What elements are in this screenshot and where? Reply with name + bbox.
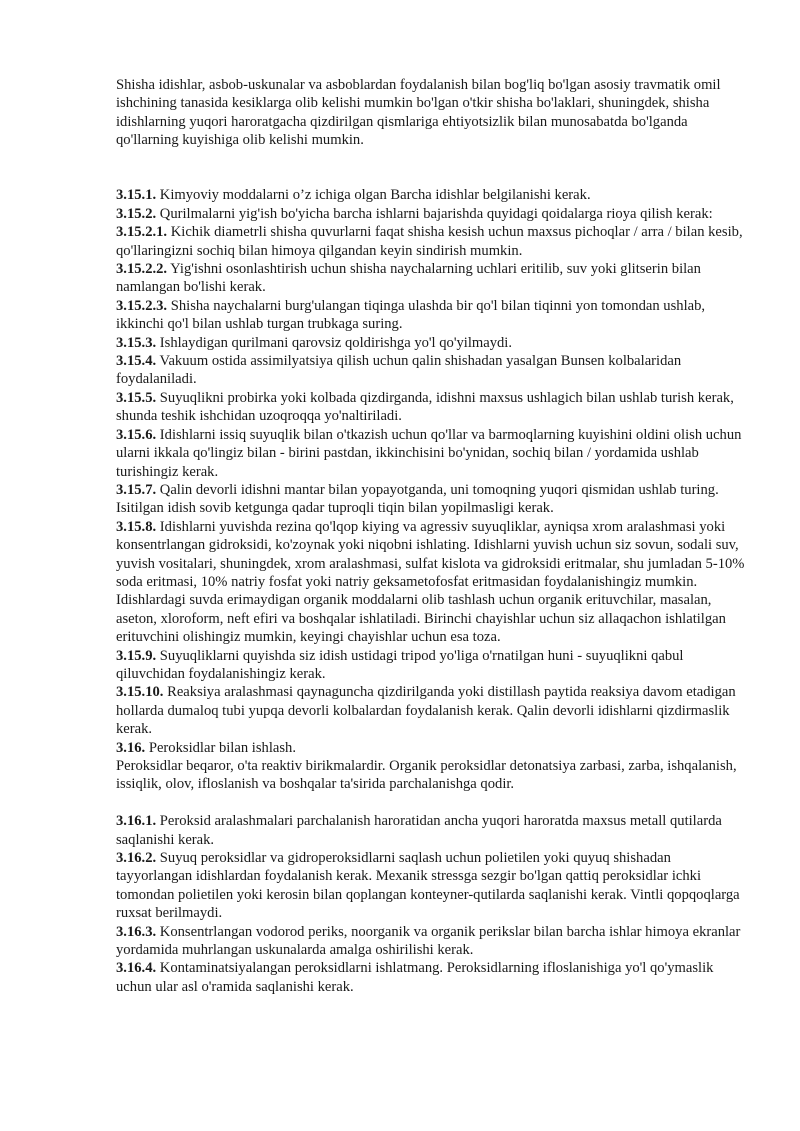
section-text: Peroksid aralashmalari parchalanish haroratidan ancha yuqori haroratda maxsus metall qutilarda saqlanishi kerak. [116, 813, 722, 848]
section-text: Qalin devorli idishni mantar bilan yopayotganda, uni tomoqning yuqori qismidan ushlab turing. Isitilgan idish sovib ketgunga qadar tuproqli tiqin bilan yopilmasligi kerak. [116, 481, 719, 517]
section-text: Kontaminatsiyalangan peroksidlarni ishlatmang. Peroksidlarning ifloslanishiga yo'l qo'ymaslik uchun ular asl o'ramida saqlanishi kerak. [116, 960, 714, 995]
section-paragraph [116, 205, 746, 223]
intro-paragraph: Shisha idishlar, asbob-uskunalar va asboblardan foydalanish bilan bog'liq bo'lgan asosiy travmatik omil ishchining tanasida kesiklarga olib kelishi mumkin bo'lgan o'tkir shisha bo'laklari, shuningdek, shisha idishlarning yuqori haroratgacha qizdirilgan qismlariga ehtiyotsizlik bilan munosabatda bo'lganda qo'llarning kuyishiga olib kelishi mumkin. [116, 77, 721, 149]
section-paragraph [116, 739, 746, 757]
section-number: 3.15.8. [116, 518, 157, 535]
section-paragraph [116, 297, 746, 334]
section-number: 3.15.10. [116, 684, 164, 701]
section-text: Shisha naychalarni burg'ulangan tiqinga ulashda bir qo'l bilan tiqinni yon tomondan ushlab, ikkinchi qo'l bilan ushlab turgan trubkaga suring. [116, 297, 706, 333]
section-text: Suyuqliklarni quyishda siz idish ustidagi tripod yo'liga o'rnatilgan huni - suyuqlikni qabul qiluvchidan foydalanishingiz kerak. [116, 647, 684, 682]
section-text: Ishlaydigan qurilmani qarovsiz qoldirishga yo'l qo'yilmaydi. [156, 334, 512, 351]
section-paragraph [116, 923, 746, 960]
section-paragraph [116, 186, 746, 204]
section-text: Idishlarni issiq suyuqlik bilan o'tkazish uchun qo'llar va barmoqlarning kuyishini oldini olish uchun ularni ikkala qo'lingiz bilan - birini pastdan, ikkinchisini bo'ynidan, sochiq bilan / yordamida ushlab turishingiz kerak. [116, 426, 742, 480]
section-paragraph [116, 260, 746, 297]
section-text: Suyuqlikni probirka yoki kolbada qizdirganda, idishni maxsus ushlagich bilan ushlab turish kerak, shunda teshik ishchidan uzoqroqqa yo'naltiriladi. [116, 389, 734, 425]
section-number: 3.15.3. [116, 334, 157, 351]
section-number: 3.15.6. [116, 426, 157, 443]
section-paragraph [116, 223, 746, 260]
section-paragraph [116, 959, 746, 996]
section-number: 3.15.2.2. [116, 261, 168, 278]
sections-list-b [116, 812, 746, 996]
section-paragraph [116, 389, 746, 426]
section-text: Reaksiya aralashmasi qaynaguncha qizdirilganda yoki distillash paytida reaksiya davom etadigan hollarda dumaloq tubi yupqa devorli kolbalardan foydalanish kerak. Qalin devorli idishlarni qizdirmaslik kerak. [116, 684, 736, 738]
section-number: 3.15.2.1. [116, 224, 168, 241]
section-number: 3.15.4. [116, 353, 157, 370]
section-number: 3.16.2. [116, 850, 157, 867]
section-text: Idishlarni yuvishda rezina qo'lqop kiying va agressiv suyuqliklar, ayniqsa xrom aralashmasi yoki konsentrlangan gidroksidi, ko'zoynak yoki niqobni ishlating. Idishlarni yuvish uchun siz sovun, sodali suv, yuvish vositalari, shuningdek, xrom aralashmasi, sulfat kislota va gidroksidi eritmalar, shu jumladan 5-10% soda eritmasi, 10% natriy fosfat yoki natriy geksametofosfat eritmasidan foydalanishingiz mumkin. Idishlardagi suvda erimaydigan organik moddalarni olib tashlash uchun organik erituvchilar, masalan, aseton, xloroform, neft efiri va boshqalar ishlatiladi. Birinchi chayishlar uchun siz allaqachon ishlatilgan erituvchini olishingiz mumkin, keyingi chayishlar uchun esa toza. [116, 518, 745, 646]
section-text: Peroksidlar beqaror, o'ta reaktiv birikmalardir. Organik peroksidlar detonatsiya zarbasi, zarba, ishqalanish, issiqlik, olov, ifloslanish va boshqalar ta'sirida parchalanishga qodir. [116, 758, 737, 793]
document-body [116, 76, 746, 996]
paragraph-gap [116, 794, 746, 812]
section-paragraph [116, 518, 746, 647]
section-paragraph [116, 426, 746, 481]
section-paragraph [116, 481, 746, 518]
section-number: 3.16.4. [116, 960, 157, 977]
section-paragraph [116, 683, 746, 738]
section-number: 3.15.9. [116, 647, 157, 664]
section-number: 3.15.1. [116, 187, 157, 204]
section-text: Konsentrlangan vodorod periks, noorganik va organik perikslar bilan barcha ishlar himoya ekranlar yordamida muhrlangan uskunalarda amalga oshirilishi kerak. [116, 923, 741, 959]
paragraph-gap [116, 168, 746, 186]
section-number: 3.15.2. [116, 205, 157, 222]
section-number: 3.16.3. [116, 923, 157, 940]
section-paragraph [116, 849, 746, 923]
section-paragraph [116, 647, 746, 684]
section-number: 3.15.5. [116, 389, 157, 406]
section-paragraph [116, 352, 746, 389]
section-paragraph [116, 812, 746, 849]
section-paragraph [116, 757, 746, 794]
section-number: 3.15.2.3. [116, 297, 168, 314]
section-text: Vakuum ostida assimilyatsiya qilish uchun qalin shishadan yasalgan Bunsen kolbalaridan foydalaniladi. [116, 353, 682, 388]
section-text: Kichik diametrli shisha quvurlarni faqat shisha kesish uchun maxsus pichoqlar / arra / bilan kesib, qo'llaringizni sochiq bilan himoya qilgandan keyin sindirish mumkin. [116, 224, 743, 259]
sections-list-a [116, 186, 746, 793]
section-number: 3.15.7. [116, 481, 157, 498]
section-text: Peroksidlar bilan ishlash. [145, 739, 296, 756]
section-text: Kimyoviy moddalarni o’z ichiga olgan Barcha idishlar belgilanishi kerak. [156, 187, 591, 204]
section-text: Qurilmalarni yig'ish bo'yicha barcha ishlarni bajarishda quyidagi qoidalarga rioya qilish kerak: [156, 205, 713, 222]
section-number: 3.16. [116, 739, 146, 756]
section-paragraph [116, 334, 746, 352]
section-text: Yig'ishni osonlashtirish uchun shisha naychalarning uchlari eritilib, suv yoki glitserin bilan namlangan bo'lishi kerak. [116, 261, 701, 296]
section-number: 3.16.1. [116, 813, 157, 830]
section-text: Suyuq peroksidlar va gidroperoksidlarni saqlash uchun polietilen yoki quyuq shishadan tayyorlangan idishlardan foydalanish kerak. Mexanik stressga sezgir bo'lgan qattiq peroksidlar ichki tomondan polietilen yoki kerosin bilan qoplangan konteyner-qutilarda saqlanishi kerak. Vintli qopqoqlarga ruxsat berilmaydi. [116, 850, 740, 922]
